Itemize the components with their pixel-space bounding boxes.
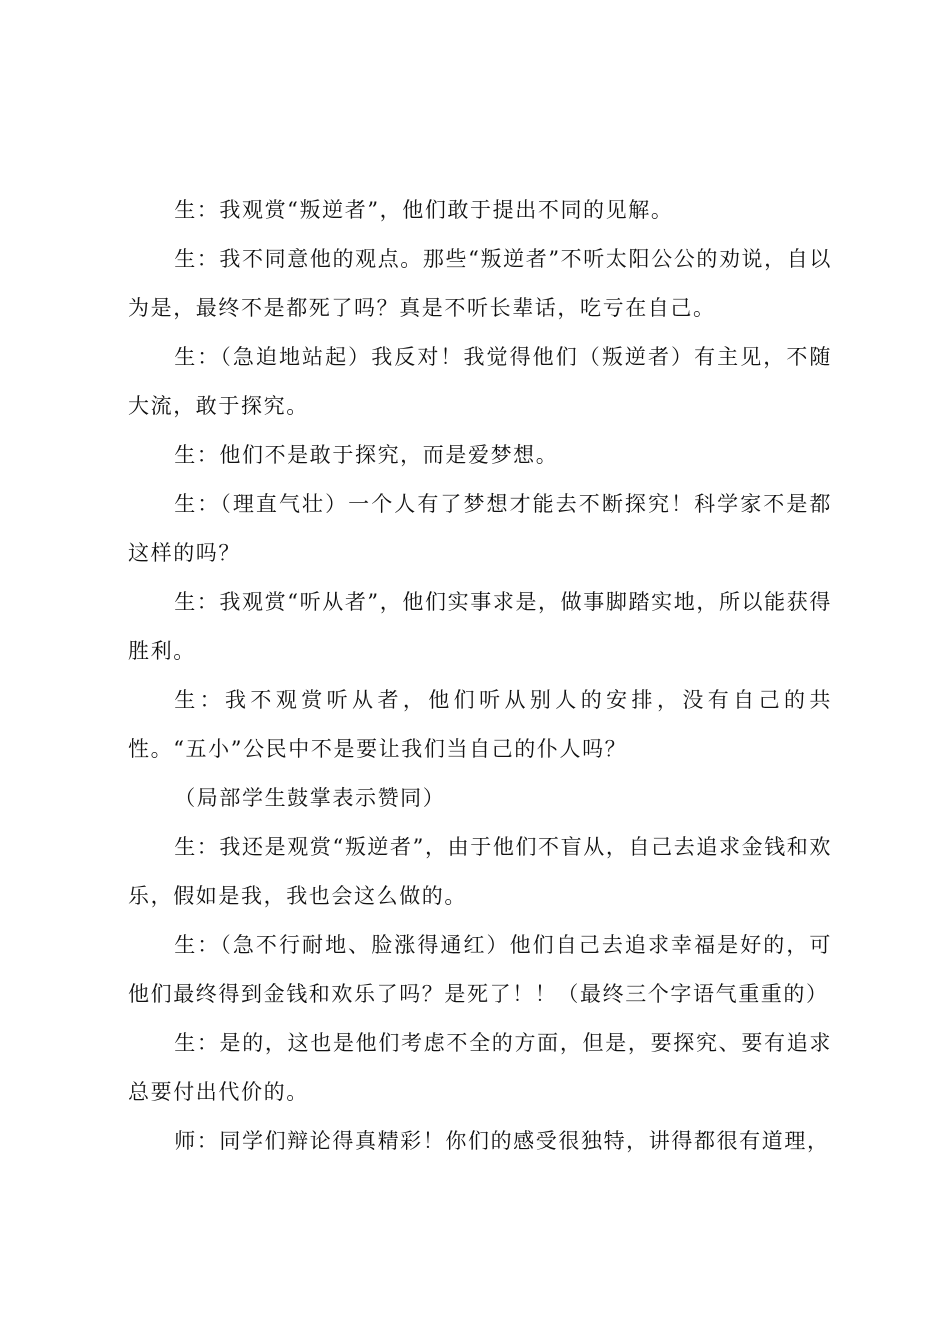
paragraph-3: 生：（急迫地站起）我反对！我觉得他们（叛逆者）有主见，不随大流，敢于探究。 [128, 345, 832, 418]
paragraph-4: 生：他们不是敢于探究，而是爱梦想。 [174, 443, 559, 467]
paragraph-12: 师：同学们辩论得真精彩！你们的感受很独特，讲得都很有道理， [174, 1129, 830, 1153]
paragraph-9: 生：我还是观赏“叛逆者”，由于他们不盲从，自己去追求金钱和欢乐，假如是我，我也会这么做的。 [128, 835, 832, 908]
paragraph-10: 生：（急不行耐地、脸涨得通红）他们自己去追求幸福是好的，可他们最终得到金钱和欢乐了吗？是死了！！（最终三个字语气重重的） [128, 933, 832, 1006]
paragraph-1: 生：我观赏“叛逆者”，他们敢于提出不同的见解。 [174, 198, 674, 222]
paragraph-2: 生：我不同意他的观点。那些“叛逆者”不听太阳公公的劝说，自以为是，最终不是都死了吗？真是不听长辈话，吃亏在自己。 [128, 247, 832, 320]
paragraph-6: 生：我观赏“听从者”，他们实事求是，做事脚踏实地，所以能获得胜利。 [128, 590, 832, 663]
paragraph-11: 生：是的，这也是他们考虑不全的方面，但是，要探究、要有追求总要付出代价的。 [128, 1031, 832, 1104]
paragraph-8: （局部学生鼓掌表示赞同） [174, 786, 446, 810]
paragraph-7: 生：我不观赏听从者，他们听从别人的安排，没有自己的共性。“五小”公民中不是要让我们当自己的仆人吗？ [128, 688, 832, 761]
paragraph-5: 生：（理直气壮）一个人有了梦想才能去不断探究！科学家不是都这样的吗？ [128, 492, 832, 565]
